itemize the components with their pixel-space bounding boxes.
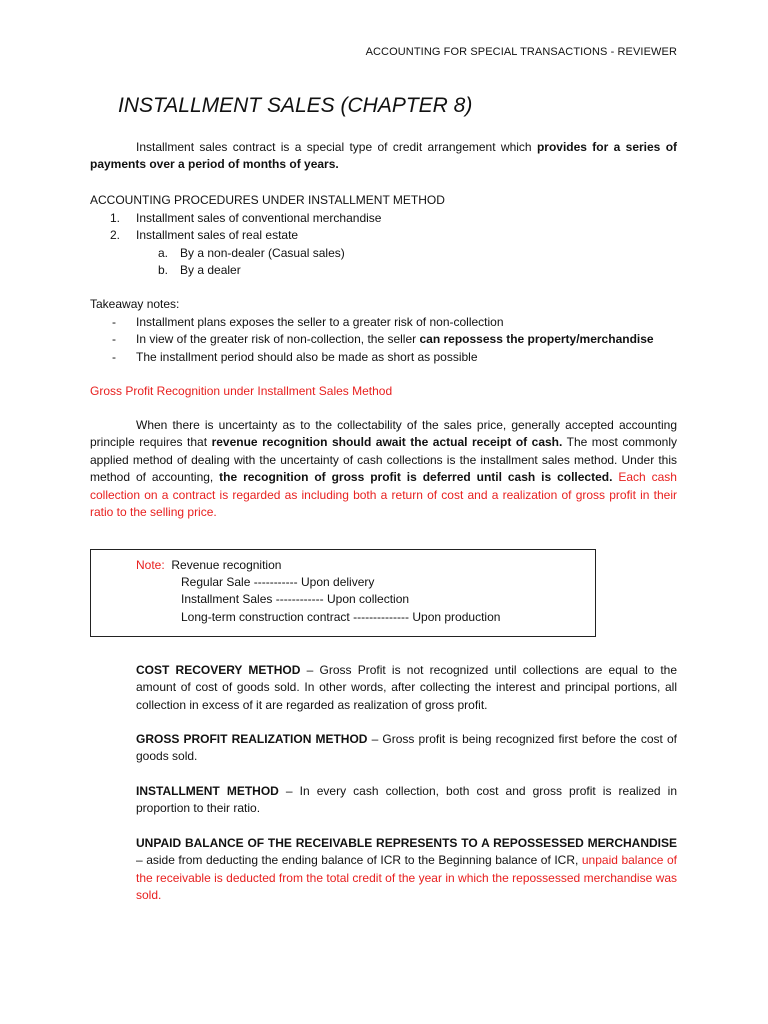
list-item-bold: can repossess the property/merchandise (419, 332, 654, 347)
list-item-text: By a dealer (180, 263, 241, 278)
note-label: Note: (136, 558, 165, 572)
list-letter: a. (158, 246, 169, 260)
list-item-text: Installment sales of conventional merchandise (136, 211, 382, 225)
list-item (112, 314, 654, 331)
intro-bold-text: provides for a series of payments over a period of months of years. (90, 140, 678, 172)
list-item-text: The installment period should also be made as short as possible (136, 349, 478, 364)
list-dash: - (112, 332, 116, 347)
procedures-list (110, 210, 381, 245)
procedures-sublist (158, 245, 345, 280)
list-item (112, 349, 654, 366)
list-number: 2. (110, 228, 121, 243)
list-item (158, 245, 345, 262)
list-dash: - (112, 315, 116, 329)
note-row: Regular Sale ----------- Upon delivery (181, 575, 375, 589)
unpaid-balance-paragraph (136, 835, 677, 905)
intro-text: Installment sales contract is a special type of credit arrangement which (136, 140, 537, 154)
note-text: Revenue recognition (171, 558, 282, 572)
list-item (110, 210, 381, 227)
paragraph-bold-text: revenue recognition should await the actual receipt of cash. (211, 435, 563, 450)
list-item (158, 262, 345, 279)
intro-paragraph (90, 139, 677, 174)
note-header (136, 557, 281, 574)
cost-recovery-paragraph (136, 662, 677, 714)
paragraph-red-text: Each cash collection on a contract is regarded as including both a return of cost and a realization of gross profit in their ratio to the selling price. (90, 470, 677, 520)
list-number: 1. (110, 211, 121, 225)
method-name: INSTALLMENT METHOD (136, 784, 279, 798)
method-red-text: unpaid balance of the receivable is deducted from the total credit of the year in which the repossessed merchandise was sold. (136, 853, 678, 903)
list-dash: - (112, 349, 116, 364)
note-row: Long-term construction contract -------------- Upon production (181, 610, 501, 624)
page-title: INSTALLMENT SALES (CHAPTER 8) (118, 94, 473, 117)
list-letter: b. (158, 263, 169, 278)
method-description: – In every cash collection, both cost and gross profit is realized in proportion to their ratio. (136, 784, 677, 816)
list-item-text: In view of the greater risk of non-collection, the seller (136, 332, 420, 347)
method-name: COST RECOVERY METHOD (136, 663, 301, 677)
note-box (90, 549, 596, 637)
list-item-text: Installment plans exposes the seller to a greater risk of non-collection (136, 315, 504, 329)
paragraph-bold-text: the recognition of gross profit is deferred until cash is collected. (219, 470, 613, 485)
takeaway-list (112, 314, 654, 366)
page-header: ACCOUNTING FOR SPECIAL TRANSACTIONS - REVIEWER (365, 46, 677, 58)
procedures-heading: ACCOUNTING PROCEDURES UNDER INSTALLMENT METHOD (90, 193, 445, 207)
gross-profit-paragraph (90, 417, 677, 521)
method-name: UNPAID BALANCE OF THE RECEIVABLE REPRESENTS TO A REPOSSESSED MERCHANDISE (136, 836, 677, 850)
takeaway-heading: Takeaway notes: (90, 297, 180, 311)
method-description: – Gross profit is being recognized first before the cost of goods sold. (136, 732, 677, 764)
method-description: – Gross Profit is not recognized until collections are equal to the amount of cost of goods sold. In other words, after collecting the interest and principal portions, all collection in excess of it are regarded as realization of gross profit. (136, 663, 677, 712)
list-item-text: By a non-dealer (Casual sales) (180, 246, 345, 260)
paragraph-text: When there is uncertainty as to the collectability of the sales price, generally accepted accounting principle requires that (90, 418, 677, 450)
list-item (110, 227, 381, 244)
gross-profit-realization-paragraph (136, 731, 677, 766)
installment-method-paragraph (136, 783, 677, 818)
list-item-text: Installment sales of real estate (136, 228, 299, 243)
method-description: – aside from deducting the ending balance of ICR to the Beginning balance of ICR, (136, 853, 582, 868)
method-name: GROSS PROFIT REALIZATION METHOD (136, 732, 368, 746)
note-row: Installment Sales ------------ Upon collection (181, 592, 410, 606)
list-item (112, 331, 654, 348)
paragraph-text: The most commonly applied method of dealing with the uncertainty of cash collections is the installment sales method. Under this method of accounting, (90, 435, 677, 485)
section-title-gross-profit: Gross Profit Recognition under Installment Sales Method (90, 384, 393, 398)
